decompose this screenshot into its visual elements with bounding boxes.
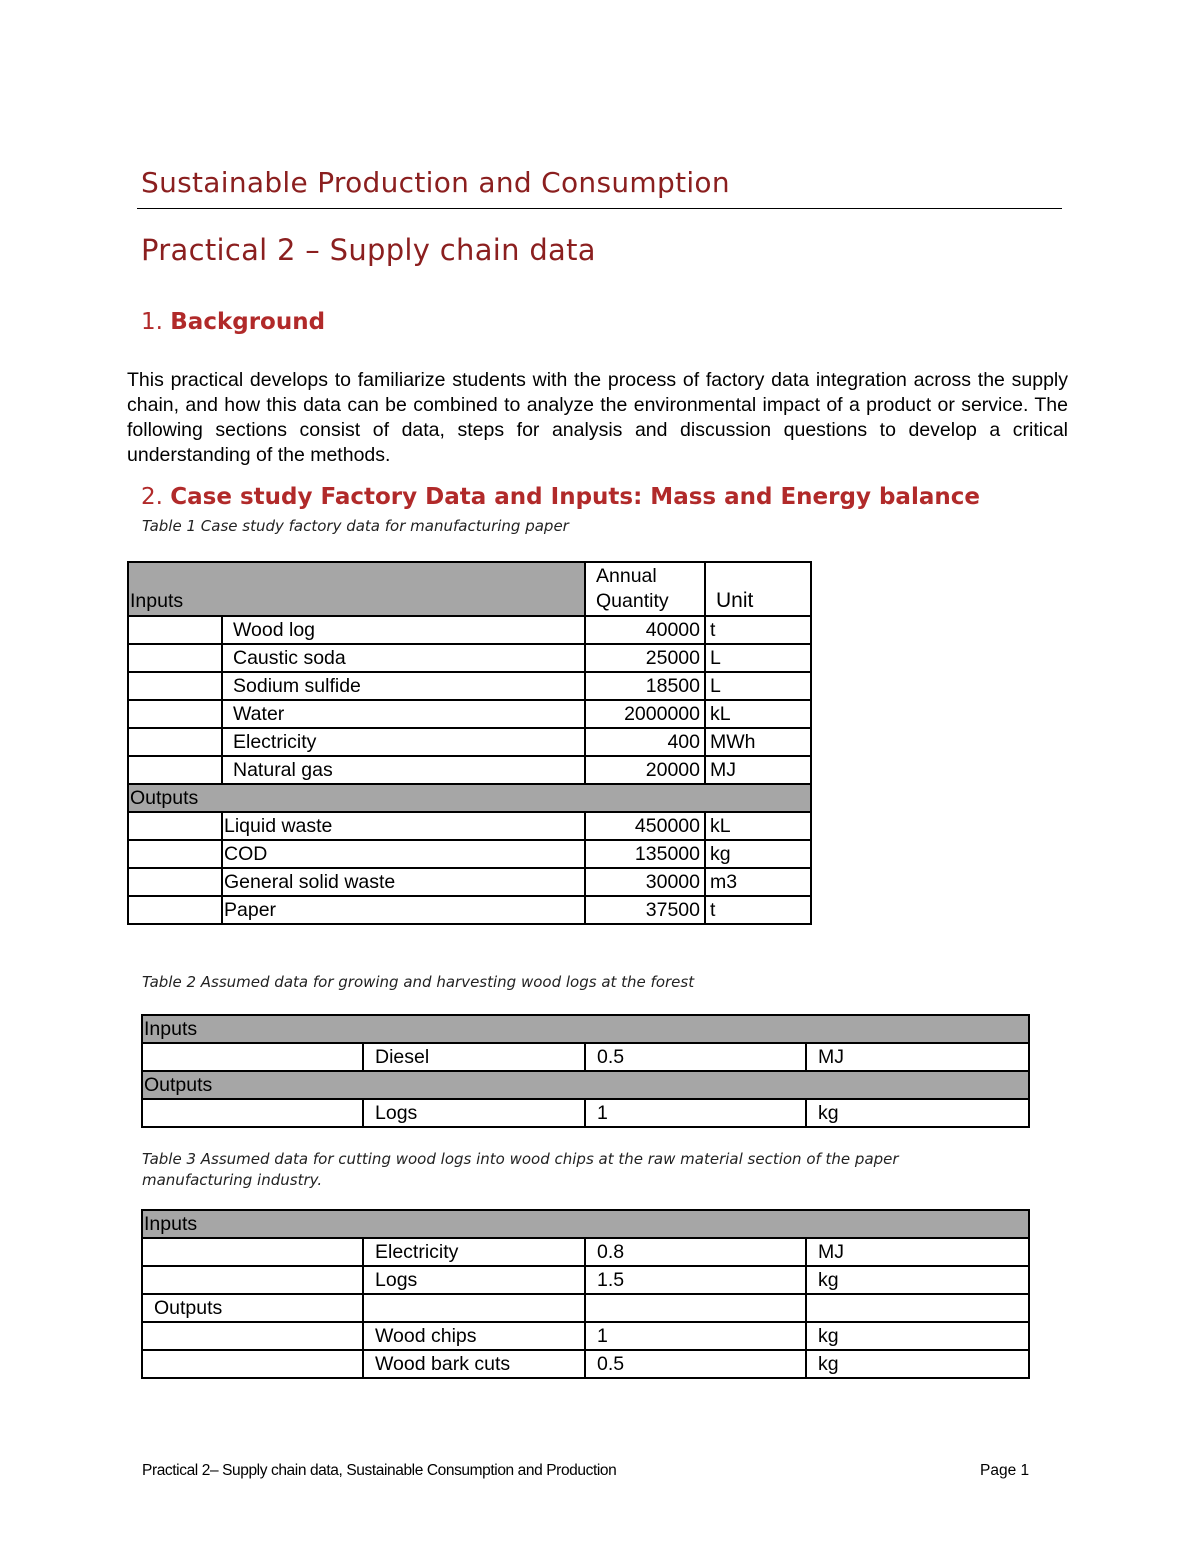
input-name: Logs: [363, 1266, 585, 1294]
table-row: [128, 728, 811, 756]
output-quantity: 135000: [585, 840, 705, 868]
footer-document-title: Practical 2– Supply chain data, Sustainable Consumption and Production: [142, 1462, 617, 1479]
input-name: Caustic soda: [222, 644, 585, 672]
input-unit: MJ: [806, 1043, 1029, 1071]
section-1-heading: [141, 309, 325, 335]
input-name: Wood log: [222, 616, 585, 644]
table-1-inputs-header: Inputs: [128, 562, 585, 616]
table-row: [142, 1266, 1029, 1294]
table-row: [142, 1322, 1029, 1350]
input-quantity: 20000: [585, 756, 705, 784]
output-quantity: 37500: [585, 896, 705, 924]
output-value: 1: [585, 1322, 806, 1350]
input-unit: MJ: [705, 756, 811, 784]
table-cell-blank: [142, 1099, 363, 1127]
output-value: 0.5: [585, 1350, 806, 1378]
table-cell-blank: [142, 1043, 363, 1071]
document-subtitle: Practical 2 – Supply chain data: [141, 233, 596, 267]
input-name: Electricity: [222, 728, 585, 756]
section-2-heading: [141, 484, 980, 510]
output-unit: kg: [806, 1099, 1029, 1127]
output-name: General solid waste: [222, 868, 585, 896]
table-cell-blank: [142, 1350, 363, 1378]
output-name: Liquid waste: [222, 812, 585, 840]
output-name: Wood chips: [363, 1322, 585, 1350]
input-name: Natural gas: [222, 756, 585, 784]
input-name: Electricity: [363, 1238, 585, 1266]
table-row: [128, 812, 811, 840]
table-row: [128, 840, 811, 868]
input-value: 0.5: [585, 1043, 806, 1071]
output-unit: kg: [705, 840, 811, 868]
table-cell-blank: [128, 812, 222, 840]
input-quantity: 40000: [585, 616, 705, 644]
table-cell-blank: [128, 868, 222, 896]
table-1-header-row: [128, 562, 811, 616]
output-unit: t: [705, 896, 811, 924]
output-name: Paper: [222, 896, 585, 924]
table-cell-blank: [128, 672, 222, 700]
output-name: Logs: [363, 1099, 585, 1127]
input-unit: MJ: [806, 1238, 1029, 1266]
table-cell-blank: [142, 1238, 363, 1266]
table-cell-blank: [585, 1294, 806, 1322]
output-unit: kg: [806, 1350, 1029, 1378]
table-cell-blank: [128, 728, 222, 756]
output-quantity: 30000: [585, 868, 705, 896]
table-2-outputs-row: [142, 1071, 1029, 1099]
table-2-caption: Table 2 Assumed data for growing and harvesting wood logs at the forest: [142, 973, 695, 991]
output-unit: kL: [705, 812, 811, 840]
table-2-forest-data: [141, 1014, 1030, 1128]
table-row: [128, 756, 811, 784]
table-cell-blank: [128, 756, 222, 784]
table-2-inputs-row: [142, 1015, 1029, 1043]
input-unit: L: [705, 672, 811, 700]
table-1-outputs-row: [128, 784, 811, 812]
input-name: Diesel: [363, 1043, 585, 1071]
input-quantity: 400: [585, 728, 705, 756]
table-3-caption: Table 3 Assumed data for cutting wood logs into wood chips at the raw material section of the paper manufacturing industry.: [142, 1150, 899, 1189]
background-paragraph: This practical develops to familiarize students with the process of factory data integration across the supply chain, and how this data can be combined to analyze the environmental impact of a product or service. The following sections consist of data, steps for analysis and discussion questions to develop a critical understanding of the methods.: [127, 369, 1068, 466]
table-1-quantity-header: [585, 562, 705, 616]
table-1-factory-data: [127, 561, 812, 925]
input-name: Water: [222, 700, 585, 728]
section-2-number: 2.: [141, 484, 163, 510]
table-cell-blank: [128, 644, 222, 672]
table-row: [142, 1238, 1029, 1266]
section-1-number: 1.: [141, 309, 163, 335]
table-cell-blank: [142, 1266, 363, 1294]
table-row: [128, 868, 811, 896]
output-name: Wood bark cuts: [363, 1350, 585, 1378]
table-3-outputs-label: Outputs: [142, 1294, 363, 1322]
table-row: [142, 1350, 1029, 1378]
table-1-outputs-label: Outputs: [128, 784, 811, 812]
input-quantity: 25000: [585, 644, 705, 672]
table-3-wood-chip-data: [141, 1209, 1030, 1379]
table-row: [142, 1099, 1029, 1127]
section-2-title: Case study Factory Data and Inputs: Mass and Energy balance: [170, 484, 980, 510]
page-number: Page 1: [980, 1462, 1030, 1479]
table-cell-blank: [128, 616, 222, 644]
input-value: 1.5: [585, 1266, 806, 1294]
output-unit: kg: [806, 1322, 1029, 1350]
table-row: [128, 644, 811, 672]
output-quantity: 450000: [585, 812, 705, 840]
output-value: 1: [585, 1099, 806, 1127]
table-row: [142, 1043, 1029, 1071]
table-cell-blank: [806, 1294, 1029, 1322]
quantity-header-line1: Annual: [596, 565, 657, 587]
input-name: Sodium sulfide: [222, 672, 585, 700]
input-unit: L: [705, 644, 811, 672]
table-row: [128, 672, 811, 700]
quantity-header-line2: Quantity: [596, 590, 669, 612]
table-cell-blank: [128, 896, 222, 924]
input-quantity: 2000000: [585, 700, 705, 728]
table-row: [128, 896, 811, 924]
input-unit: MWh: [705, 728, 811, 756]
table-cell-blank: [142, 1322, 363, 1350]
table-3-outputs-row: [142, 1294, 1029, 1322]
table-1-caption: Table 1 Case study factory data for manufacturing paper: [142, 517, 569, 535]
section-1-title: Background: [170, 309, 326, 335]
table-cell-blank: [363, 1294, 585, 1322]
input-unit: kL: [705, 700, 811, 728]
table-cell-blank: [128, 840, 222, 868]
table-row: [128, 700, 811, 728]
table-2-outputs-label: Outputs: [142, 1071, 1029, 1099]
input-unit: kg: [806, 1266, 1029, 1294]
input-quantity: 18500: [585, 672, 705, 700]
table-1-unit-header: Unit: [705, 562, 811, 616]
input-unit: t: [705, 616, 811, 644]
title-divider: [137, 208, 1062, 209]
table-row: [128, 616, 811, 644]
output-unit: m3: [705, 868, 811, 896]
input-value: 0.8: [585, 1238, 806, 1266]
output-name: COD: [222, 840, 585, 868]
table-cell-blank: [128, 700, 222, 728]
table-2-inputs-label: Inputs: [142, 1015, 1029, 1043]
document-title: Sustainable Production and Consumption: [141, 166, 730, 199]
table-3-inputs-row: [142, 1210, 1029, 1238]
table-3-inputs-label: Inputs: [142, 1210, 1029, 1238]
